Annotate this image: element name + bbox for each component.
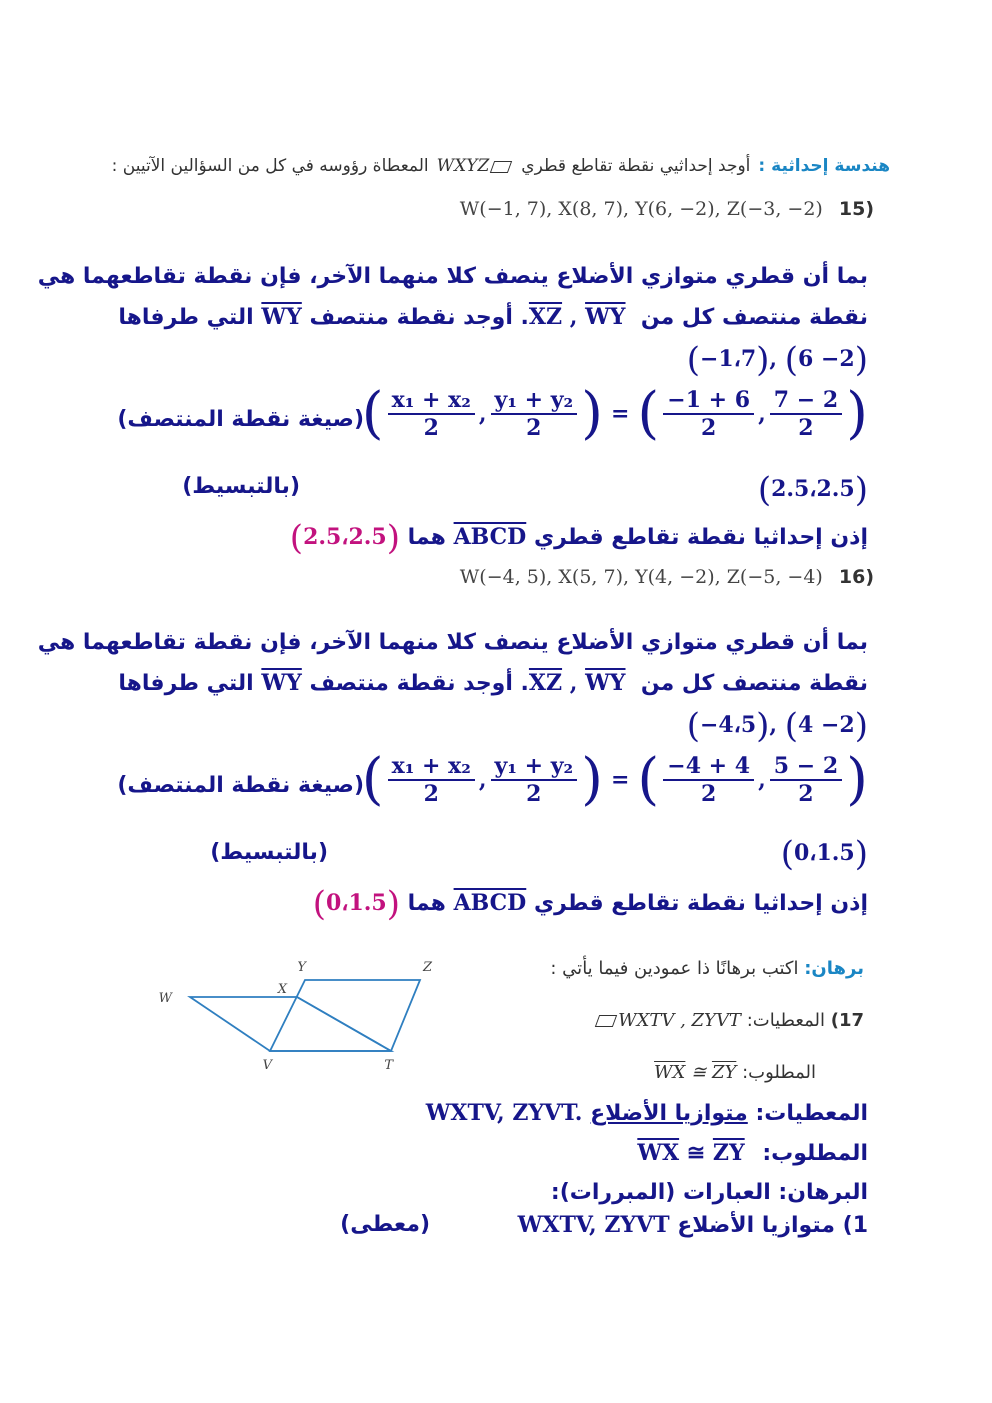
q15-endpoints: (−1،7), (6 −2) [686, 340, 868, 380]
q15-points: W(−1, 7), X(8, 7), Y(6, −2), Z(−3, −2) [459, 198, 823, 220]
label-y: Y [297, 960, 306, 975]
q15-formula-label: (صيغة نقطة المنتصف) [117, 407, 364, 432]
sol-step1-reason: (معطى) [340, 1212, 430, 1237]
label-x: X [277, 982, 287, 997]
q15-line2-c: التي طرفاها [118, 305, 254, 330]
sol-prove: المطلوب: $\overline{WX}$ ≅ $\overline{ZY}$ [637, 1140, 868, 1166]
header-text-after: المعطاة رؤوسه في كل من السؤالين الآتيين : [111, 156, 429, 176]
segment-xt [297, 997, 391, 1051]
label-z: Z [422, 960, 432, 975]
q16-conclusion-shape: ABCD [453, 890, 527, 916]
q15-conclusion-result: (2.5،2.5) [289, 518, 400, 558]
parallelogram-wxtv [190, 997, 391, 1051]
q16-line2-a: نقطة منتصف كل من [640, 671, 868, 696]
q16-frac-x: $\frac{\text{x₁ + x₂}}{2}$ [388, 753, 475, 807]
sol-given: المعطيات: متوازيا الأضلاع WXTV, ZYVT. [425, 1100, 868, 1126]
parallelogram-icon [595, 1015, 617, 1027]
q16-endpoints: (−4،5), (4 −2) [686, 706, 868, 746]
q16-points-line [460, 566, 874, 588]
q16-endpoints-a: −4،5 [700, 712, 757, 738]
q16-simplify-label: (بالتبسيط) [210, 840, 328, 865]
q15-simplify-label: (بالتبسيط) [182, 474, 300, 499]
q15-number: 15) [838, 198, 874, 220]
header-shape: WXYZ [437, 156, 514, 176]
q15-midpoint-equation: ( $\frac{\text{x₁ + x₂}}{2}$ , $\frac{\text{y₁ + y₂}}{2}$ ) = ( $\frac{-1 + 6}{2}$ , $\frac{7 - 2}{2}$ ) [361, 381, 868, 446]
q16-line2-b: . أوجد نقطة منتصف [309, 671, 529, 696]
q15-conclusion: إذن إحداثيا نقطة تقاطع قطري ABCD هما (2.5،2.5) [289, 518, 868, 558]
proof-header [550, 958, 864, 979]
q16-seg2: $\overline{WY}$ [585, 670, 626, 696]
q15-conclusion-shape: ABCD [453, 524, 527, 550]
header-label: هندسة إحداثية : [758, 156, 890, 176]
q16-eq-sign: = [610, 767, 630, 793]
q17-prove-line [654, 1062, 816, 1083]
q15-comma: , [569, 304, 578, 330]
q15-seg1: $\overline{XZ}$ [528, 304, 563, 330]
parallelogram-icon [490, 161, 512, 173]
q16-conclusion: إذن إحداثيا نقطة تقاطع قطري ABCD هما (0،1.5) [312, 884, 868, 924]
q15-line1: بما أن قطري متوازي الأضلاع ينصف كلا منهما الآخر، فإن نقطة تقاطعهما هي [37, 264, 868, 289]
q16-formula-label: (صيغة نقطة المنتصف) [117, 773, 364, 798]
q15-points-line [460, 198, 874, 220]
q16-endpoints-b: 4 −2 [798, 712, 855, 738]
q16-conclusion-result: (0،1.5) [312, 884, 400, 924]
q16-seg1: $\overline{XZ}$ [528, 670, 563, 696]
q17-given-line [594, 1010, 864, 1031]
q15-endpoints-a: −1،7 [700, 346, 757, 372]
q17-number: 17) [830, 1010, 864, 1031]
q16-midpoint-equation: ( $\frac{\text{x₁ + x₂}}{2}$ , $\frac{\text{y₁ + y₂}}{2}$ ) = ( $\frac{-4 + 4}{2}$ , $\frac{5 - 2}{2}$ ) [361, 747, 868, 812]
q15-seg2: $\overline{WY}$ [585, 304, 626, 330]
q16-points: W(−4, 5), X(5, 7), Y(4, −2), Z(−5, −4) [459, 566, 823, 588]
q16-line2-c: التي طرفاها [118, 671, 254, 696]
q16-sub-frac-y: $\frac{5 - 2}{2}$ [770, 753, 842, 807]
label-v: V [262, 1058, 272, 1073]
proof-label: برهان: [804, 958, 864, 979]
sol-prove-statement: $\overline{WX}$ ≅ $\overline{ZY}$ [637, 1140, 745, 1166]
q16-frac-y: $\frac{\text{y₁ + y₂}}{2}$ [491, 753, 578, 807]
label-t: T [384, 1058, 393, 1073]
q15-frac-y: $\frac{\text{y₁ + y₂}}{2}$ [491, 387, 578, 441]
parallelogram-zyvt [270, 980, 420, 1051]
q15-sub-frac-y: $\frac{7 - 2}{2}$ [770, 387, 842, 441]
q16-result: (0،1.5) [780, 834, 868, 874]
sol-step1: 1) متوازيا الأضلاع WXTV, ZYVT [517, 1212, 868, 1238]
q17-given-label: المعطيات: [746, 1010, 825, 1031]
q15-frac-x: $\frac{\text{x₁ + x₂}}{2}$ [388, 387, 475, 441]
q16-comma: , [569, 670, 578, 696]
q16-line2 [118, 670, 868, 696]
label-w: W [158, 991, 172, 1006]
q15-eq-sign: = [610, 401, 630, 427]
q17-prove-statement: $\overline{WX}$ ≅ $\overline{ZY}$ [654, 1062, 737, 1083]
q16-sub-frac-x: $\frac{-4 + 4}{2}$ [663, 753, 754, 807]
q15-line2-b: . أوجد نقطة منتصف [309, 305, 529, 330]
q15-segments [529, 304, 633, 330]
q15-line2 [118, 304, 868, 330]
sol-proof-label: البرهان: العبارات (المبررات): [550, 1180, 868, 1205]
header-text-before: أوجد إحداثيي نقطة تقاطع قطري [521, 156, 751, 176]
sol-step1-value: WXTV, ZYVT [517, 1212, 670, 1238]
proof-instruction: اكتب برهانًا ذا عمودين فيما يأتي : [550, 958, 799, 979]
parallelogram-figure [160, 952, 490, 1082]
q17-prove-label: المطلوب: [742, 1062, 816, 1083]
q17-given-value: WXTV , ZYVT [594, 1010, 741, 1031]
q15-seg3: $\overline{WY}$ [261, 304, 302, 330]
q15-line2-a: نقطة منتصف كل من [640, 305, 868, 330]
q16-line1: بما أن قطري متوازي الأضلاع ينصف كلا منهما الآخر، فإن نقطة تقاطعهما هي [37, 630, 868, 655]
sol-given-value: WXTV, ZYVT. [425, 1100, 583, 1126]
q16-number: 16) [838, 566, 874, 588]
q15-sub-frac-x: $\frac{-1 + 6}{2}$ [663, 387, 754, 441]
q16-segments [529, 670, 633, 696]
header-line [40, 156, 890, 176]
q15-result: (2.5،2.5) [757, 470, 868, 510]
q16-seg3: $\overline{WY}$ [261, 670, 302, 696]
q15-endpoints-b: 6 −2 [798, 346, 855, 372]
